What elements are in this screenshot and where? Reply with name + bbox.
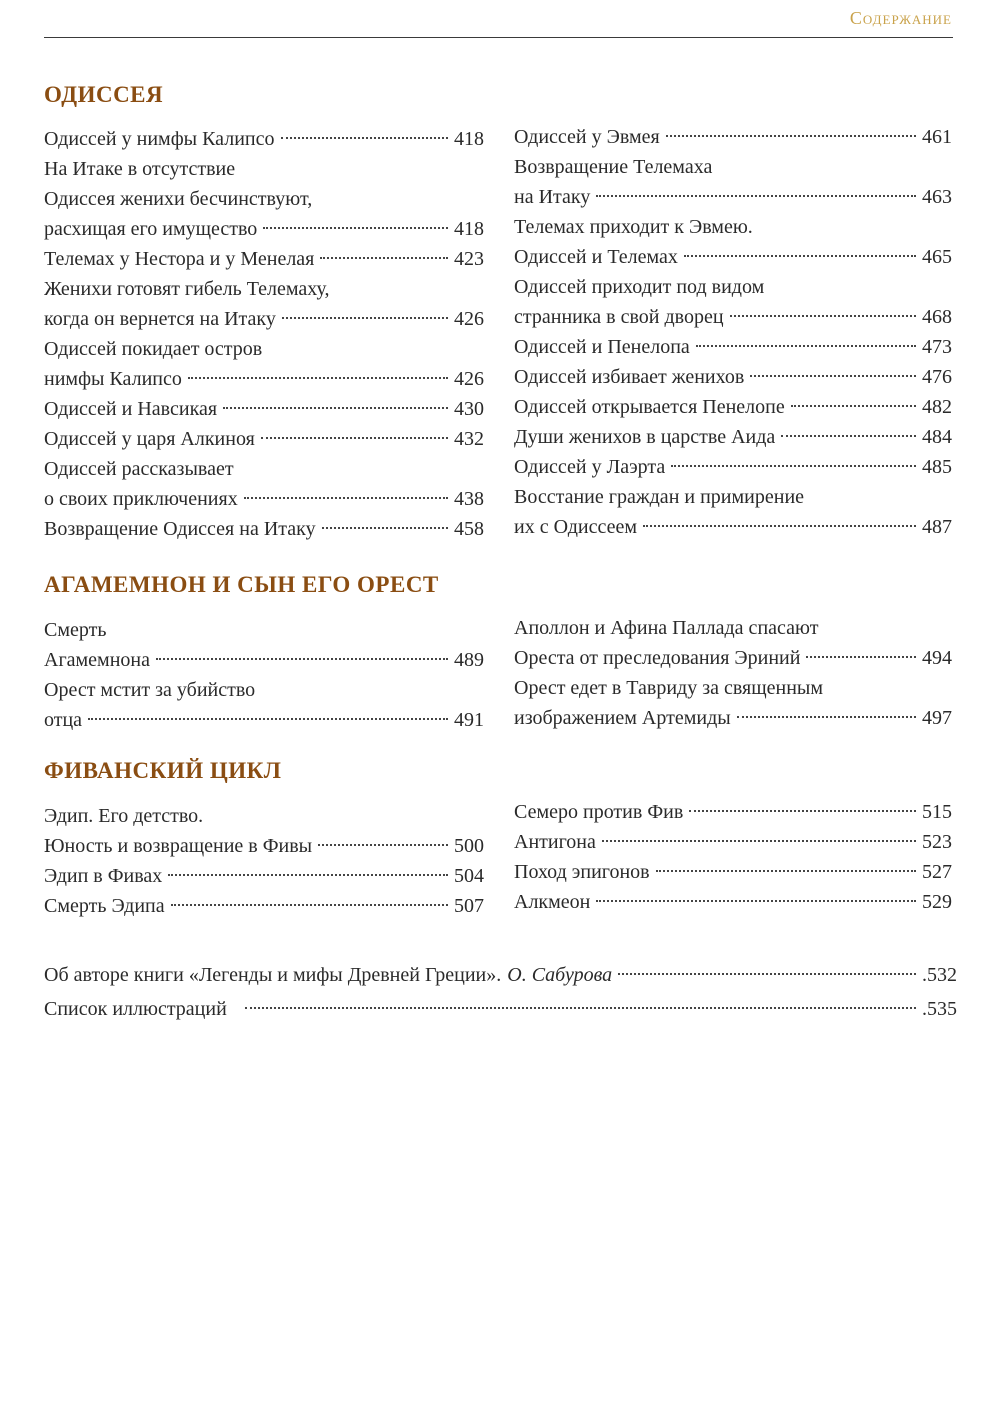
toc-entry[interactable]	[514, 152, 952, 212]
dot-leader	[671, 465, 916, 467]
page-number: 418	[454, 128, 484, 150]
entry-title: Антигона	[514, 831, 596, 853]
entry-line	[514, 302, 952, 332]
entry-title: Одиссей избивает женихов	[514, 366, 745, 388]
toc-entry[interactable]	[44, 154, 484, 244]
page-number: 438	[454, 488, 484, 510]
toc-entry[interactable]	[44, 334, 484, 394]
entry-title: Одиссей открывается Пенелопе	[514, 396, 785, 418]
entry-line	[44, 484, 484, 514]
dot-leader	[730, 315, 916, 317]
page-number: 426	[454, 368, 484, 390]
entry-title: Телемах приходит к Эвмею.	[514, 216, 753, 238]
entry-line	[514, 332, 952, 362]
entry-line	[514, 212, 952, 242]
entry-line	[514, 482, 952, 512]
dot-leader	[320, 257, 448, 259]
entry-line	[44, 124, 484, 154]
entry-title: Эдип в Фивах	[44, 865, 163, 887]
entry-title: их с Одиссеем	[514, 516, 638, 538]
dot-leader	[282, 317, 448, 319]
entry-line	[44, 184, 484, 214]
entry-title: Орест едет в Тавриду за священным	[514, 677, 824, 699]
dot-leader	[322, 527, 448, 529]
running-head: Содержание	[849, 8, 952, 28]
toc-entry[interactable]	[514, 887, 952, 917]
entry-title: Одиссей и Навсикая	[44, 398, 218, 420]
entry-line	[44, 891, 484, 921]
entry-line	[514, 392, 952, 422]
dot-leader	[737, 716, 916, 718]
page-number: 423	[454, 248, 484, 270]
page-number: 463	[922, 186, 952, 208]
entry-line	[514, 452, 952, 482]
entry-title: Возвращение Одиссея на Итаку	[44, 518, 316, 540]
entry-title: Женихи готовят гибель Телемаху,	[44, 278, 330, 300]
entry-line	[514, 857, 952, 887]
section-title-odyssey: ОДИССЕЯ	[44, 82, 164, 107]
page-number: 529	[922, 891, 952, 913]
toc-column-right	[514, 122, 952, 542]
entry-title: Агамемнона	[44, 649, 150, 671]
toc-entry[interactable]	[44, 274, 484, 334]
entry-title: Восстание граждан и примирение	[514, 486, 805, 508]
entry-line	[44, 214, 484, 244]
toc-column-left	[44, 801, 484, 921]
entry-title: Телемах у Нестора и у Менелая	[44, 248, 315, 270]
section-title-theban-cycle: ФИВАНСКИЙ ЦИКЛ	[44, 758, 282, 783]
entry-title: Одиссей и Телемах	[514, 246, 678, 268]
entry-title: Аполлон и Афина Паллада спасают	[514, 617, 819, 639]
entry-line	[514, 272, 952, 302]
dot-leader	[168, 874, 448, 876]
entry-line	[514, 152, 952, 182]
dot-leader	[781, 435, 916, 437]
page-number: 515	[922, 801, 952, 823]
page-number: 527	[922, 861, 952, 883]
toc-entry[interactable]	[514, 827, 952, 857]
entry-title: Ореста от преследования Эриний	[514, 647, 801, 669]
entry-title: отца	[44, 709, 83, 731]
entry-line	[514, 242, 952, 272]
dot-leader	[806, 656, 916, 658]
page-number: 465	[922, 246, 952, 268]
entry-line	[44, 364, 484, 394]
entry-title: Одиссей покидает остров	[44, 338, 263, 360]
dot-leader	[596, 900, 916, 902]
dot-leader	[318, 844, 448, 846]
toc-entry[interactable]	[514, 392, 952, 422]
entry-line	[514, 673, 952, 703]
toc-entry[interactable]	[514, 452, 952, 482]
entry-title: Одиссей у царя Алкиноя	[44, 428, 255, 450]
dot-leader	[596, 195, 916, 197]
entry-title: Возвращение Телемаха	[514, 156, 713, 178]
entry-line	[514, 703, 952, 733]
entry-line	[44, 615, 484, 645]
back-matter	[44, 959, 957, 1025]
entry-line	[44, 274, 484, 304]
entry-title: Одиссей у Эвмея	[514, 126, 660, 148]
entry-line	[514, 827, 952, 857]
entry-line	[44, 424, 484, 454]
toc-entry[interactable]	[514, 332, 952, 362]
toc-column-left	[44, 124, 484, 544]
entry-line	[514, 797, 952, 827]
toc-entry[interactable]	[514, 482, 952, 542]
toc-entry[interactable]	[44, 124, 484, 154]
entry-title: Орест мстит за убийство	[44, 679, 256, 701]
entry-title: Смерть Эдипа	[44, 895, 165, 917]
page-number: 491	[454, 709, 484, 731]
page-number: 494	[922, 647, 952, 669]
entry-title: когда он вернется на Итаку	[44, 308, 276, 330]
dot-leader	[750, 375, 916, 377]
dot-leader	[156, 658, 448, 660]
toc-entry[interactable]	[44, 424, 484, 454]
page-number: 473	[922, 336, 952, 358]
entry-title: о своих приключениях	[44, 488, 238, 510]
entry-line	[44, 645, 484, 675]
page-number: 489	[454, 649, 484, 671]
page-number: 426	[454, 308, 484, 330]
page-number: 504	[454, 865, 484, 887]
entry-line	[44, 861, 484, 891]
page-number: 507	[454, 895, 484, 917]
entry-title: Души женихов в царстве Аида	[514, 426, 776, 448]
page-number: 430	[454, 398, 484, 420]
toc-column-right	[514, 613, 952, 733]
entry-title: Одиссей и Пенелопа	[514, 336, 690, 358]
entry-line	[44, 154, 484, 184]
toc-entry[interactable]	[514, 422, 952, 452]
entry-title: Одиссей у Лаэрта	[514, 456, 666, 478]
entry-title: на Итаку	[514, 186, 591, 208]
dot-leader	[696, 345, 916, 347]
page-number: 523	[922, 831, 952, 853]
page-number: 432	[454, 428, 484, 450]
dot-leader	[602, 840, 916, 842]
page-number: 485	[922, 456, 952, 478]
toc-column-right	[514, 797, 952, 917]
toc-entry[interactable]	[44, 891, 484, 921]
dot-leader	[88, 718, 448, 720]
dot-leader	[643, 525, 916, 527]
dot-leader	[618, 973, 916, 975]
entry-author: О. Сабурова	[507, 964, 613, 986]
entry-title: Список иллюстраций	[44, 998, 227, 1020]
page-number: 500	[454, 835, 484, 857]
entry-title: расхищая его имущество	[44, 218, 258, 240]
page-number: .535	[922, 998, 957, 1020]
toc-entry[interactable]	[44, 454, 484, 514]
toc-entry-illustrations[interactable]	[44, 993, 957, 1025]
toc-entry[interactable]	[44, 801, 484, 861]
entry-line	[514, 512, 952, 542]
entry-title: Об авторе книги «Легенды и мифы Древней Греции».	[44, 964, 502, 986]
toc-entry[interactable]	[44, 861, 484, 891]
dot-leader	[244, 497, 448, 499]
entry-line	[44, 244, 484, 274]
toc-entry[interactable]	[514, 212, 952, 272]
dot-leader	[171, 904, 448, 906]
dot-leader	[223, 407, 448, 409]
section-title-agamemnon: АГАМЕМНОН И СЫН ЕГО ОРЕСТ	[44, 572, 439, 597]
entry-line	[44, 831, 484, 861]
toc-entry[interactable]	[44, 394, 484, 424]
toc-column-left	[44, 615, 484, 735]
entry-line	[514, 613, 952, 643]
entry-line	[44, 334, 484, 364]
toc-entry[interactable]	[44, 675, 484, 735]
entry-title: Одиссей приходит под видом	[514, 276, 765, 298]
entry-line	[514, 643, 952, 673]
toc-entry[interactable]	[514, 122, 952, 152]
toc-entry[interactable]	[44, 244, 484, 274]
toc-entry[interactable]	[514, 673, 952, 733]
page-number: 487	[922, 516, 952, 538]
entry-line	[514, 422, 952, 452]
page-number: 482	[922, 396, 952, 418]
entry-line	[44, 304, 484, 334]
dot-leader	[684, 255, 916, 257]
toc-entry[interactable]	[514, 362, 952, 392]
toc-entry[interactable]	[514, 613, 952, 673]
entry-line	[44, 454, 484, 484]
header-rule	[44, 37, 953, 38]
dot-leader	[245, 1007, 916, 1009]
entry-line	[514, 887, 952, 917]
toc-entry[interactable]	[44, 514, 484, 544]
dot-leader	[188, 377, 448, 379]
entry-title: изображением Артемиды	[514, 707, 731, 729]
entry-title: нимфы Калипсо	[44, 368, 182, 390]
entry-title: На Итаке в отсутствие	[44, 158, 236, 180]
entry-line	[44, 675, 484, 705]
dot-leader	[689, 810, 916, 812]
entry-line	[514, 182, 952, 212]
toc-entry-about-author[interactable]	[44, 959, 957, 991]
page-number: 484	[922, 426, 952, 448]
entry-title: странника в свой дворец	[514, 306, 724, 328]
page-number: 458	[454, 518, 484, 540]
entry-title: Поход эпигонов	[514, 861, 650, 883]
entry-line	[44, 801, 484, 831]
entry-title: Юность и возвращение в Фивы	[44, 835, 313, 857]
entry-title: Одиссея женихи бесчинствуют,	[44, 188, 313, 210]
dot-leader	[281, 137, 449, 139]
entry-title: Одиссей у нимфы Калипсо	[44, 128, 275, 150]
page-number: .532	[922, 964, 957, 986]
page-number: 476	[922, 366, 952, 388]
entry-title: Семеро против Фив	[514, 801, 684, 823]
entry-line	[44, 394, 484, 424]
dot-leader	[261, 437, 448, 439]
toc-entry[interactable]	[514, 272, 952, 332]
entry-title: Одиссей рассказывает	[44, 458, 234, 480]
entry-line	[514, 362, 952, 392]
page-number: 497	[922, 707, 952, 729]
entry-title: Алкмеон	[514, 891, 591, 913]
entry-line	[514, 122, 952, 152]
entry-line	[44, 705, 484, 735]
dot-leader	[791, 405, 916, 407]
toc-entry[interactable]	[44, 615, 484, 675]
page-number: 461	[922, 126, 952, 148]
dot-leader	[263, 227, 448, 229]
dot-leader	[656, 870, 916, 872]
toc-entry[interactable]	[514, 857, 952, 887]
page-number: 468	[922, 306, 952, 328]
entry-title: Эдип. Его детство.	[44, 805, 204, 827]
entry-line	[44, 514, 484, 544]
toc-entry[interactable]	[514, 797, 952, 827]
entry-title: Смерть	[44, 619, 107, 641]
page-number: 418	[454, 218, 484, 240]
dot-leader	[666, 135, 916, 137]
